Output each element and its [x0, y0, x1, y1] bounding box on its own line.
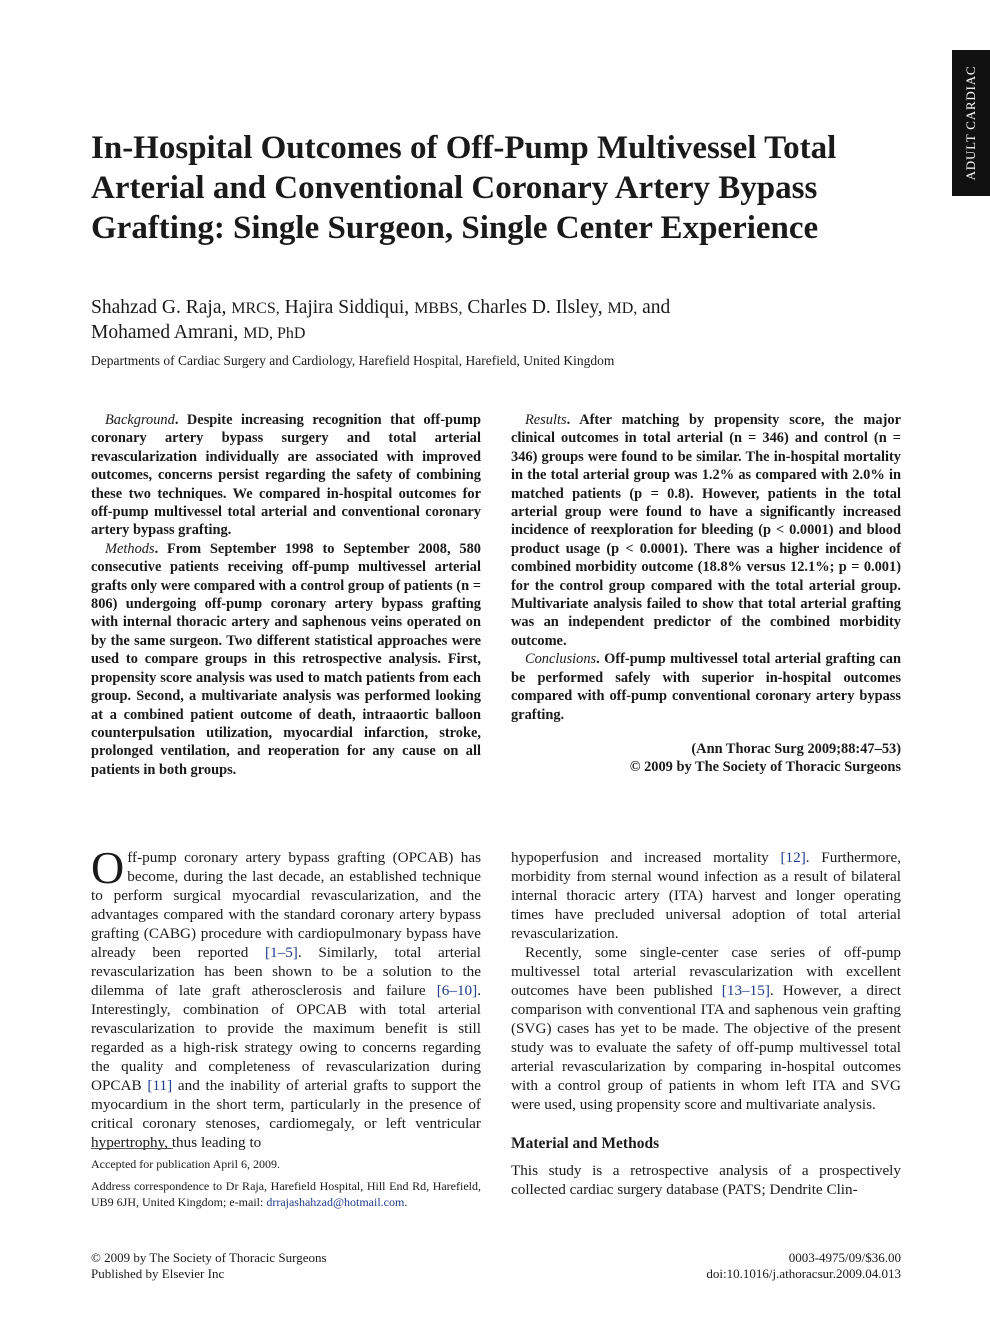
correspondence-end: .	[404, 1194, 408, 1209]
author-conjunction: and	[642, 297, 671, 318]
journal-citation: (Ann Thorac Surg 2009;88:47–53)	[691, 740, 901, 757]
intro-text: . Interestingly, combination of OPCAB with total arterial revascularization to provide the maximum benefit is still regarded as a high-risk strategy owing to concerns regarding the quality and completeness of revascularization during OPCAB	[91, 982, 481, 1094]
methods-label: Methods	[105, 540, 155, 557]
author-name: Shahzad G. Raja,	[91, 297, 227, 318]
intro-text: . Similarly, total arterial revascularization has been shown to be a solution to the dilemma of late graft atherosclerosis and failure	[91, 944, 481, 999]
affiliation: Departments of Cardiac Surgery and Cardiology, Harefield Hospital, Harefield, United Kingdom	[91, 353, 615, 368]
abstract-conclusions	[511, 650, 901, 724]
drop-cap: O	[91, 842, 125, 893]
intro-paragraph	[91, 842, 481, 1152]
abstract-methods	[91, 540, 481, 779]
intro-text: ff-pump coronary artery bypass grafting (OPCAB) has become, during the last decade, an established technique to perform surgical myocardial revascularization, and the advantages compared with the standard coronary artery bypass grafting (CABG) procedure with cardiopulmonary bypass have already been reported	[91, 849, 481, 961]
author-degree: MBBS,	[414, 300, 463, 317]
body-text: hypoperfusion and increased mortality	[511, 849, 781, 866]
accepted-note: Accepted for publication April 6, 2009.	[91, 1157, 280, 1171]
abstract-results	[511, 411, 901, 650]
author-list	[91, 296, 891, 346]
body-paragraph	[511, 848, 901, 943]
email-link[interactable]: drrajashahzad@hotmail.com	[266, 1194, 405, 1209]
reference-link[interactable]: [6–10]	[436, 982, 478, 999]
correspondence-text: Address correspondence to Dr Raja, Harefield Hospital, Hill End Rd, Harefield, UB9 6JH, United Kingdom; e-mail:	[91, 1179, 481, 1209]
abstract-right-column	[511, 411, 901, 777]
body-paragraph	[511, 943, 901, 1114]
abstract-copyright: © 2009 by The Society of Thoracic Surgeons	[629, 759, 901, 776]
intro-text: and the inability of arterial grafts to support the myocardium in the short term, particularly in the presence of critical coronary stenoses, cardiomegaly, or left ventricular hypertrophy, thus leading to	[91, 1077, 481, 1151]
background-label: Background	[105, 412, 175, 428]
reference-link[interactable]: [13–15]	[721, 982, 770, 999]
author-name: Hajira Siddiqui,	[284, 297, 410, 318]
conclusions-label: Conclusions	[525, 651, 597, 668]
author-name: Mohamed Amrani,	[91, 322, 239, 343]
footer-right	[706, 1250, 901, 1282]
footer-doi[interactable]: doi:10.1016/j.athoracsur.2009.04.013	[706, 1266, 901, 1281]
author-name: Charles D. Ilsley,	[467, 297, 603, 318]
author-degree: MRCS,	[231, 300, 280, 317]
author-degree: MD, PhD	[243, 325, 306, 342]
reference-link[interactable]: [1–5]	[264, 944, 298, 961]
footer-publisher: Published by Elsevier Inc	[91, 1266, 225, 1281]
section-heading: Material and Methods	[511, 1135, 660, 1152]
section-tab-label: ADULT CARDIAC	[963, 65, 978, 181]
results-text: . After matching by propensity score, the major clinical outcomes in total arterial (n = 346) and control (n = 346) groups were found to be similar. The in-hospital mortality in the total arterial group was 1.2% as compared with 2.0% in matched patients (p = 0.8). However, patients in the total arterial group were found to have a significantly increased incidence of reexploration for bleeding (p < 0.0001) and blood product usage (p < 0.0001). There was a higher incidence of combined morbidity outcome (18.8% versus 12.1%; p = 0.001) for the control group compared with the total arterial group. Multivariate analysis failed to show that total arterial grafting was an independent predictor of the combined morbidity outcome.	[511, 412, 901, 649]
body-text: . Furthermore, morbidity from sternal wound infection as a result of bilateral internal thoracic artery (ITA) harvest and longer operating times have precluded universal adoption of total arterial revascularization.	[511, 849, 901, 942]
reference-link[interactable]: [11]	[147, 1077, 173, 1094]
body-right-column	[511, 848, 901, 1199]
results-label: Results	[525, 412, 567, 428]
footer-copyright: © 2009 by The Society of Thoracic Surgeons	[91, 1250, 327, 1265]
abstract-left-column	[91, 411, 481, 779]
body-left-column	[91, 842, 481, 1152]
methods-text: . From September 1998 to September 2008, 580 consecutive patients receiving off-pump multivessel arterial grafts only were compared with a control group of patients (n = 806) undergoing off-pump coronary artery bypass grafting with internal thoracic artery and saphenous veins operated on by the same surgeon. Two different statistical approaches were used to compare groups in this retrospective analysis. First, propensity score analysis was used to match patients from each group. Second, a multivariate analysis was performed looking at a combined patient outcome of death, intraaortic balloon counterpulsation utilization, myocardial infarction, stroke, prolonged ventilation, and reoperation for any cause on all patients in both groups.	[91, 540, 481, 778]
article-title: In-Hospital Outcomes of Off-Pump Multivessel Total Arterial and Conventional Coronary Artery Bypass Grafting: Single Surgeon, Single Center Experience	[91, 130, 837, 246]
author-degree: MD,	[607, 300, 638, 317]
abstract-background	[91, 411, 481, 540]
body-text: . However, a direct comparison with conventional ITA and saphenous vein grafting (SVG) cases has yet to be made. The objective of the present study was to evaluate the safety of off-pump multivessel total arterial revascularization by comparing in-hospital outcomes with a control group of patients in whom left ITA and SVG were used, using propensity score and multivariate analysis.	[511, 982, 901, 1113]
reference-link[interactable]: [12]	[780, 849, 806, 866]
conclusions-text: . Off-pump multivessel total arterial grafting can be performed safely with superior in-hospital outcomes compared with off-pump conventional coronary artery bypass grafting.	[511, 651, 901, 723]
footer-left	[91, 1250, 327, 1282]
footnote-divider	[91, 1148, 173, 1149]
background-text: . Despite increasing recognition that off-pump coronary artery bypass surgery and total arterial revascularization individually are associated with improved outcomes, concerns persist regarding the safety of combining these two techniques. We compared in-hospital outcomes for off-pump multivessel total arterial and conventional coronary artery bypass grafting.	[91, 412, 481, 539]
correspondence-note	[91, 1179, 481, 1210]
body-paragraph: This study is a retrospective analysis of a prospectively collected cardiac surgery database (PATS; Dendrite Clin-	[511, 1162, 901, 1198]
body-text: Recently, some single-center case series of off-pump multivessel total arterial revascularization with excellent outcomes have been published	[511, 944, 901, 999]
footer-issn: 0003-4975/09/$36.00	[788, 1250, 901, 1265]
section-tab	[952, 50, 990, 196]
